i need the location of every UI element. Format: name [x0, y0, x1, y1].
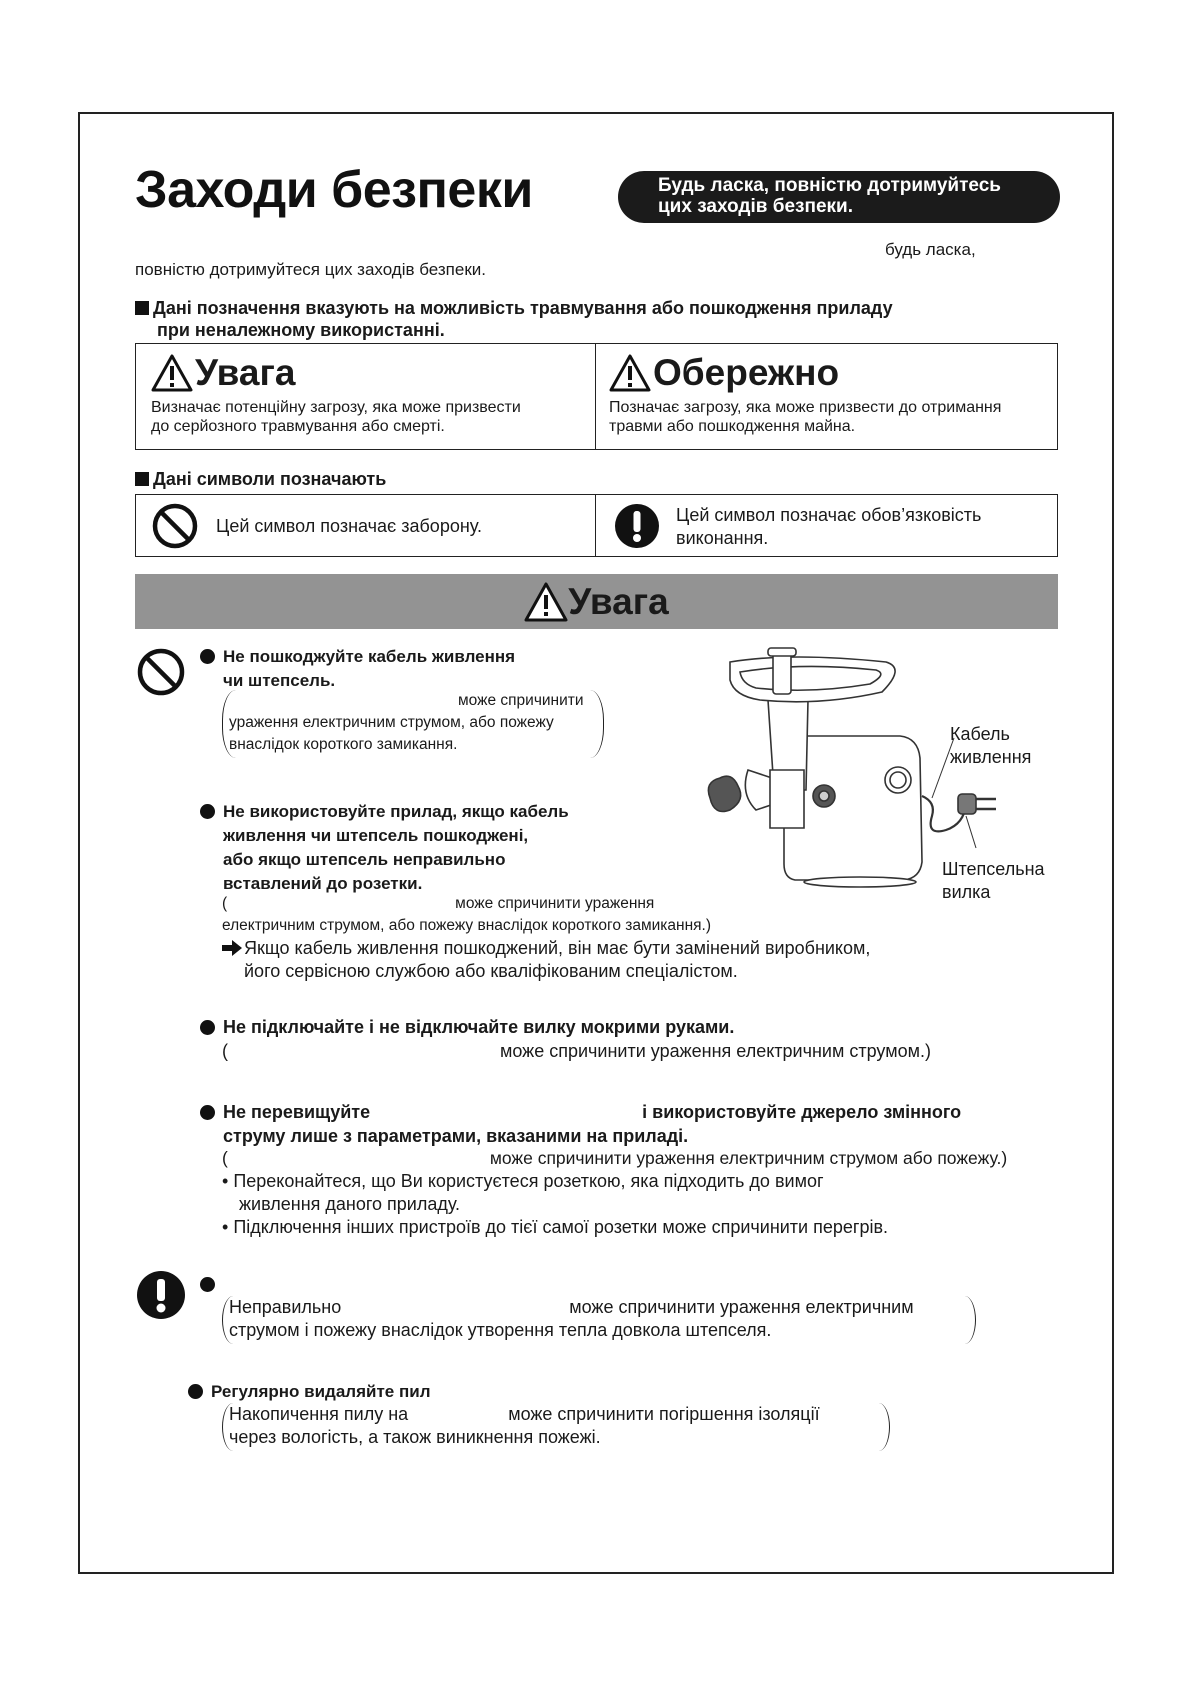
prohibited-text: Цей символ позначає заборону. [216, 516, 482, 536]
caution-heading: Обережно [609, 352, 1001, 394]
bullet-dot-icon [188, 1384, 203, 1399]
item-4-note: ( може спричинити ураження електричним струмом або пожежу.) [222, 1148, 1008, 1168]
intro-right: будь ласка, [885, 240, 976, 259]
bullet-dot-icon [200, 804, 215, 819]
warning-band [135, 574, 1058, 629]
warning-triangle-icon [151, 354, 193, 392]
item-1-title: Не пошкоджуйте кабель живлення чи штепсель. [200, 645, 515, 693]
item-6-title: Регулярно видаляйте пил [188, 1380, 431, 1404]
table-divider [595, 344, 596, 449]
plug-label: Штепсельна вилка [942, 859, 1045, 902]
item-2-arrow-note: Якщо кабель живлення пошкоджений, він має бути замінений виробником, його сервісною службою або кваліфікованим спеціалістом. [222, 937, 870, 983]
caution-desc: Позначає загрозу, яка може призвести до отримання травми або пошкодження майна. [609, 399, 1002, 435]
mandatory-text: Цей символ позначає обов’язковість виконання. [676, 505, 982, 548]
symbols-table [135, 494, 1058, 557]
caution-label-cell [609, 352, 1001, 436]
warning-label-cell [151, 352, 521, 436]
warning-triangle-icon [524, 582, 568, 622]
bullet-dot-icon [200, 1105, 215, 1120]
prohibited-icon [137, 648, 185, 696]
item-6-note: Накопичення пилу на може спричинити погіршення ізоляції через вологість, а також виникнення пожежі. [222, 1403, 890, 1451]
item-4-bullets: • Переконайтеся, що Ви користуєтеся розеткою, яка підходить до вимог живлення даного приладу. • Підключення інших пристроїв до тієї самої розетки може спричинити перегрів. [222, 1171, 889, 1237]
warning-band-title: Увага [135, 574, 1058, 629]
warning-desc: Визначає потенційну загрозу, яка може призвести до серйозного травмування або смерті. [151, 399, 521, 435]
caution-triangle-icon [609, 354, 651, 392]
item-5-note: Неправильно може спричинити ураження електричним струмом і пожежу внаслідок утворення тепла довкола штепселя. [222, 1296, 976, 1344]
table-divider [595, 495, 596, 556]
labels-heading: Дані позначення вказують на можливість травмування або пошкодження приладу при неналежному використанні. [135, 297, 893, 341]
symbols-heading: Дані символи позначають [135, 468, 386, 490]
bullet-dot-icon [200, 1020, 215, 1035]
item-3-title: Не підключайте і не відключайте вилку мокрими руками. [200, 1015, 734, 1039]
mandatory-icon [614, 503, 660, 549]
warning-heading: Увага [151, 352, 521, 394]
banner-line-1: Будь ласка, повністю дотримуйтесь [658, 175, 1001, 196]
item-2-title: Не використовуйте прилад, якщо кабель живлення чи штепсель пошкоджені, або якщо штепсель неправильно вставлений до розетки. [200, 800, 569, 896]
safety-banner [618, 171, 1060, 223]
arrow-right-icon [222, 940, 242, 956]
square-bullet-icon [135, 472, 149, 486]
item-3-note: ( може спричинити ураження електричним струмом.) [222, 1041, 931, 1061]
labels-table [135, 343, 1058, 450]
square-bullet-icon [135, 301, 149, 315]
item-1-note: може спричинити ураження електричним струмом, або пожежу внаслідок короткого замикання. [222, 690, 604, 758]
intro-left: повністю дотримуйтеся цих заходів безпеки. [135, 260, 486, 279]
banner-line-2: цих заходів безпеки. [658, 196, 853, 217]
item-2-note: ( може спричинити ураження електричним струмом, або пожежу внаслідок короткого замикання.) [222, 895, 712, 934]
bullet-dot-icon [200, 649, 215, 664]
mandatory-icon [136, 1270, 186, 1320]
cord-label: Кабель живлення [950, 724, 1032, 767]
bullet-dot-icon [200, 1277, 215, 1292]
item-4-title: Не перевищуйте і використовуйте джерело змінного струму лише з параметрами, вказаними на приладі. [200, 1100, 961, 1148]
prohibited-icon [152, 503, 198, 549]
page-title: Заходи безпеки [135, 161, 533, 219]
